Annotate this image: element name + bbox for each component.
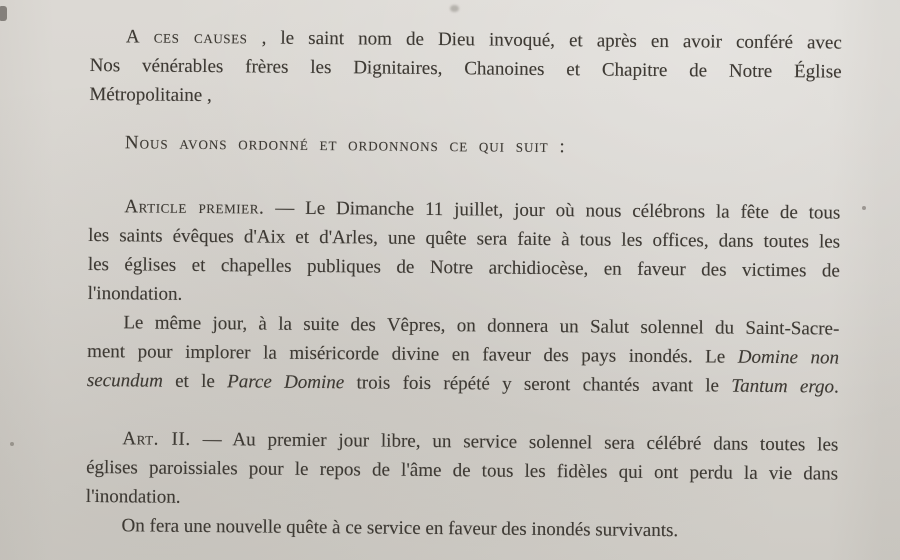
paragraph-article-2-quete: [85, 511, 837, 547]
paragraph-ordinance-heading: [89, 128, 841, 164]
scan-smudge: [0, 6, 7, 21]
scan-smudge: [450, 5, 459, 12]
body-text: ment pour implorer la miséricorde divine en faveur des pays inondés. Le: [87, 340, 738, 368]
body-text: l'inondation.: [87, 282, 183, 305]
body-text: les églises et chapelles publiques de Notre archidiocèse, en faveur des victimes de: [87, 253, 840, 282]
latin-phrase: secundum: [86, 369, 163, 392]
smallcaps-text: Article premier.: [124, 196, 265, 219]
scan-smudge: [862, 206, 866, 210]
smallcaps-text: Art. II.: [122, 428, 191, 450]
text-line: [87, 366, 839, 402]
text-line: [85, 511, 837, 547]
paragraph-article-2: [86, 424, 839, 518]
paragraph-preamble: [89, 22, 842, 116]
body-text: — Le Dimanche 11 juillet, jour où nous célébrons la fête de tous: [264, 197, 841, 224]
body-text: Nos vénérables frères les Dignitaires, Chanoines et Chapitre de Notre Église: [89, 54, 842, 83]
smallcaps-text: Nous avons ordonné et ordonnons ce qui suit :: [124, 132, 566, 158]
body-text: et le: [162, 370, 228, 393]
body-text: On fera une nouvelle quête à ce service en faveur des inondés survivants.: [121, 515, 679, 542]
body-text: les saints évêques d'Aix et d'Arles, une quête sera faite à tous les offices, dans toutes les: [88, 224, 841, 253]
body-text: , le saint nom de Dieu invoqué, et après en avoir conféré avec: [247, 27, 842, 54]
latin-phrase: Tantum ergo: [731, 375, 835, 398]
paragraph-article-1: [88, 192, 841, 315]
latin-phrase: Domine non: [737, 346, 840, 369]
text-line: [89, 128, 841, 164]
document-text: [85, 22, 841, 547]
body-text: — Au premier jour libre, un service solennel sera célébré dans toutes les: [190, 428, 839, 456]
body-text: .: [833, 376, 839, 398]
body-text: trois fois répété y seront chantés avant le: [344, 372, 732, 397]
paragraph-article-1-salut: [87, 308, 840, 402]
body-text: églises paroissiales pour le repos de l'âme de tous les fidèles qui ont perdu la vie dans: [86, 456, 839, 485]
body-text: Le même jour, à la suite des Vêpres, on donnera un Salut solennel du Saint-Sacre-: [123, 312, 840, 340]
scan-smudge: [10, 442, 14, 446]
body-text: Métropolitaine ,: [89, 83, 212, 107]
body-text: l'inondation.: [85, 485, 181, 508]
latin-phrase: Parce Domine: [227, 371, 345, 394]
smallcaps-text: A ces causes: [125, 26, 248, 49]
